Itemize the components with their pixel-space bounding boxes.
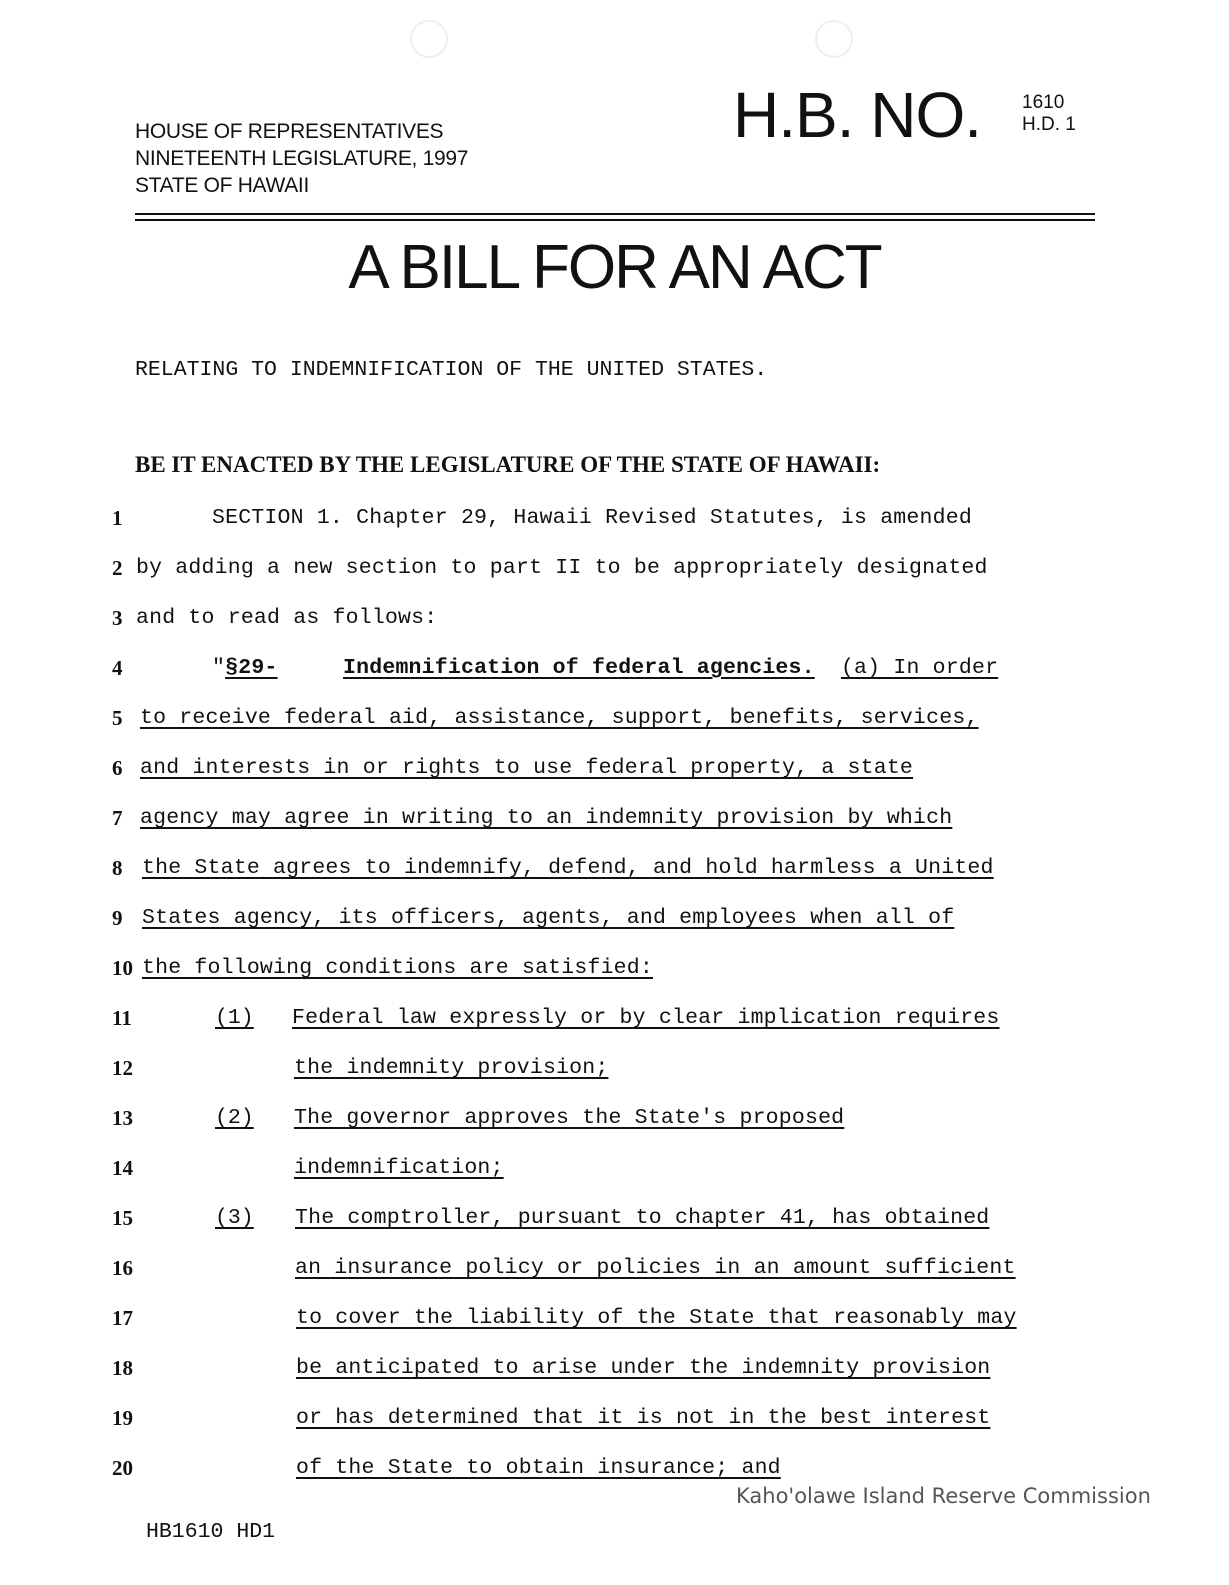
line-text: and to read as follows: <box>136 606 438 630</box>
line-number: 2 <box>112 556 123 580</box>
line-number: 1 <box>112 506 123 530</box>
line-number: 17 <box>112 1306 133 1330</box>
item-number: (3) <box>215 1206 254 1230</box>
line-text: Federal law expressly or by clear implication requires <box>292 1006 1000 1030</box>
line-text: The comptroller, pursuant to chapter 41, has obtained <box>295 1206 990 1230</box>
bill-line <box>0 1206 1229 1256</box>
bill-line <box>0 556 1229 606</box>
section-opening <box>212 656 998 680</box>
line-text: (a) In order <box>840 656 999 680</box>
bill-line <box>0 906 1229 956</box>
relating-clause: RELATING TO INDEMNIFICATION OF THE UNITED STATES. <box>135 358 768 382</box>
bill-line <box>0 1356 1229 1406</box>
legislature: NINETEENTH LEGISLATURE, 1997 <box>135 147 469 170</box>
section-number: §29- <box>225 656 278 680</box>
section-heading: Indemnification of federal agencies. <box>343 656 815 680</box>
open-quote: " <box>212 656 226 680</box>
header-rule-top <box>135 213 1095 215</box>
state: STATE OF HAWAII <box>135 174 310 197</box>
item-number: (2) <box>215 1106 254 1130</box>
line-number: 5 <box>112 706 123 730</box>
line-text: agency may agree in writing to an indemnity provision by which <box>140 806 953 830</box>
line-number: 20 <box>112 1456 133 1480</box>
line-text: the indemnity provision; <box>294 1056 609 1080</box>
bleed-through-mark <box>410 20 448 58</box>
line-text: the State agrees to indemnify, defend, and hold harmless a United <box>142 856 994 880</box>
chamber: HOUSE OF REPRESENTATIVES <box>135 120 444 143</box>
enacting-clause: BE IT ENACTED BY THE LEGISLATURE OF THE STATE OF HAWAII: <box>135 452 881 477</box>
bill-line <box>0 1056 1229 1106</box>
line-text: indemnification; <box>294 1156 504 1180</box>
bill-line <box>0 606 1229 656</box>
line-text: an insurance policy or policies in an amount sufficient <box>295 1256 1016 1280</box>
header-rule-bottom <box>135 219 1095 221</box>
line-number: 4 <box>112 656 123 680</box>
bill-line <box>0 1106 1229 1156</box>
line-number: 9 <box>112 906 123 930</box>
line-text: or has determined that it is not in the best interest <box>296 1406 991 1430</box>
bill-line <box>0 806 1229 856</box>
line-number: 11 <box>112 1006 132 1030</box>
chamber-header <box>135 118 468 199</box>
bill-number: 1610 <box>1022 92 1065 113</box>
line-number: 19 <box>112 1406 133 1430</box>
line-number: 8 <box>112 856 123 880</box>
bleed-through-mark <box>815 20 853 58</box>
line-number: 18 <box>112 1356 133 1380</box>
line-text: to receive federal aid, assistance, support, benefits, services, <box>140 706 979 730</box>
bill-line <box>0 1256 1229 1306</box>
line-text: SECTION 1. Chapter 29, Hawaii Revised Statutes, is amended <box>212 506 972 530</box>
line-number: 7 <box>112 806 123 830</box>
line-text: States agency, its officers, agents, and employees when all of <box>142 906 955 930</box>
line-number: 3 <box>112 606 123 630</box>
footer-bill-id: HB1610 HD1 <box>146 1520 276 1544</box>
line-number: 10 <box>112 956 133 980</box>
bill-line <box>0 706 1229 756</box>
line-number: 12 <box>112 1056 133 1080</box>
bill-line <box>0 1406 1229 1456</box>
bill-line <box>0 756 1229 806</box>
line-text: be anticipated to arise under the indemnity provision <box>296 1356 991 1380</box>
bill-line <box>0 956 1229 1006</box>
bill-line <box>0 656 1229 706</box>
line-text: The governor approves the State's proposed <box>294 1106 845 1130</box>
bill-line <box>0 1156 1229 1206</box>
bill-number-block <box>1022 92 1076 136</box>
line-text: the following conditions are satisfied: <box>142 956 653 980</box>
line-number: 14 <box>112 1156 133 1180</box>
page-title: A BILL FOR AN ACT <box>348 233 881 302</box>
line-text: by adding a new section to part II to be appropriately designated <box>136 556 988 580</box>
line-number: 15 <box>112 1206 133 1230</box>
watermark: Kaho'olawe Island Reserve Commission <box>736 1484 1151 1508</box>
bill-line <box>0 1006 1229 1056</box>
item-number: (1) <box>215 1006 254 1030</box>
bill-line <box>0 856 1229 906</box>
bill-label: H.B. NO. <box>733 79 982 151</box>
line-text: of the State to obtain insurance; and <box>296 1456 781 1480</box>
bill-line <box>0 1306 1229 1356</box>
bill-line <box>0 506 1229 556</box>
line-text: and interests in or rights to use federal property, a state <box>140 756 914 780</box>
line-number: 13 <box>112 1106 133 1130</box>
draft-number: H.D. 1 <box>1022 114 1076 135</box>
line-text: to cover the liability of the State that reasonably may <box>296 1306 1017 1330</box>
line-number: 6 <box>112 756 123 780</box>
line-number: 16 <box>112 1256 133 1280</box>
